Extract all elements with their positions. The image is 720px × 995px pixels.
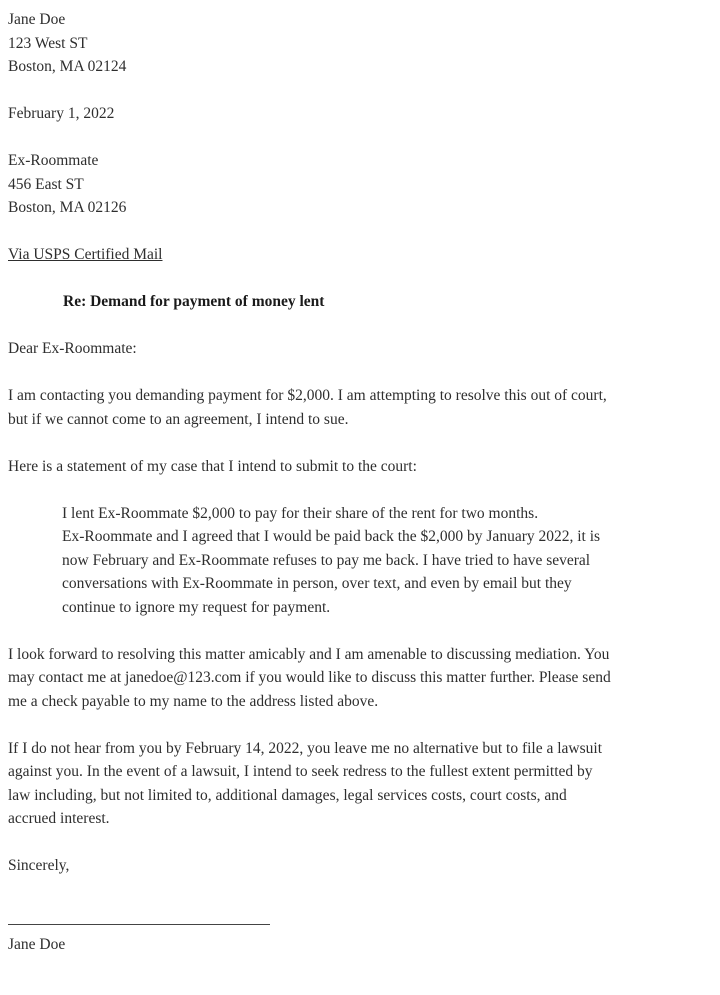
sender-name: Jane Doe [8, 11, 66, 28]
salutation: Dear Ex-Roommate: [8, 340, 137, 357]
quote-line: conversations with Ex-Roommate in person, over text, and even by email but they [62, 575, 572, 592]
paragraph-demand [8, 384, 714, 431]
recipient-name: Ex-Roommate [8, 152, 99, 169]
quote-line: Ex-Roommate and I agreed that I would be paid back the $2,000 by January 2022, it is [62, 528, 601, 545]
paragraph-line: may contact me at janedoe@123.com if you would like to discuss this matter further. Please send [8, 669, 611, 686]
paragraph-line: accrued interest. [8, 810, 110, 827]
subject-line: Re: Demand for payment of money lent [63, 293, 325, 310]
paragraph-line: I am contacting you demanding payment for $2,000. I am attempting to resolve this out of court, [8, 387, 607, 404]
quote-line: continue to ignore my request for payment. [62, 598, 331, 616]
recipient-city: Boston, MA 02126 [8, 199, 127, 216]
paragraph-line: me a check payable to my name to the address listed above. [8, 692, 379, 710]
recipient-address-block [8, 149, 714, 220]
sender-city: Boston, MA 02124 [8, 58, 127, 75]
letter-date: February 1, 2022 [8, 105, 115, 122]
paragraph-line: against you. In the event of a lawsuit, I intend to seek redress to the fullest extent permitted by [8, 763, 593, 780]
quote-line: I lent Ex-Roommate $2,000 to pay for their share of the rent for two months. [62, 504, 539, 522]
demand-letter [8, 8, 714, 956]
paragraph-resolution [8, 643, 714, 714]
sender-address-block [8, 8, 714, 79]
paragraph-line: Here is a statement of my case that I intend to submit to the court: [8, 457, 417, 475]
paragraph-line: law including, but not limited to, additional damages, legal services costs, court costs, and [8, 786, 567, 804]
case-statement-quote [8, 502, 702, 620]
quote-line: now February and Ex-Roommate refuses to pay me back. I have tried to have several [62, 551, 591, 569]
paragraph-line: I look forward to resolving this matter amicably and I am amenable to discussing mediation. You [8, 645, 610, 663]
paragraph-deadline [8, 737, 714, 831]
sender-street: 123 West ST [8, 34, 88, 52]
signature-name: Jane Doe [8, 935, 66, 953]
delivery-method: Via USPS Certified Mail [8, 246, 163, 263]
paragraph-line: If I do not hear from you by February 14, 2022, you leave me no alternative but to file a lawsuit [8, 739, 603, 757]
closing: Sincerely, [8, 857, 70, 874]
paragraph-statement-intro [8, 455, 714, 479]
signature-line [8, 924, 270, 925]
paragraph-line: but if we cannot come to an agreement, I intend to sue. [8, 410, 349, 428]
recipient-street: 456 East ST [8, 175, 84, 193]
